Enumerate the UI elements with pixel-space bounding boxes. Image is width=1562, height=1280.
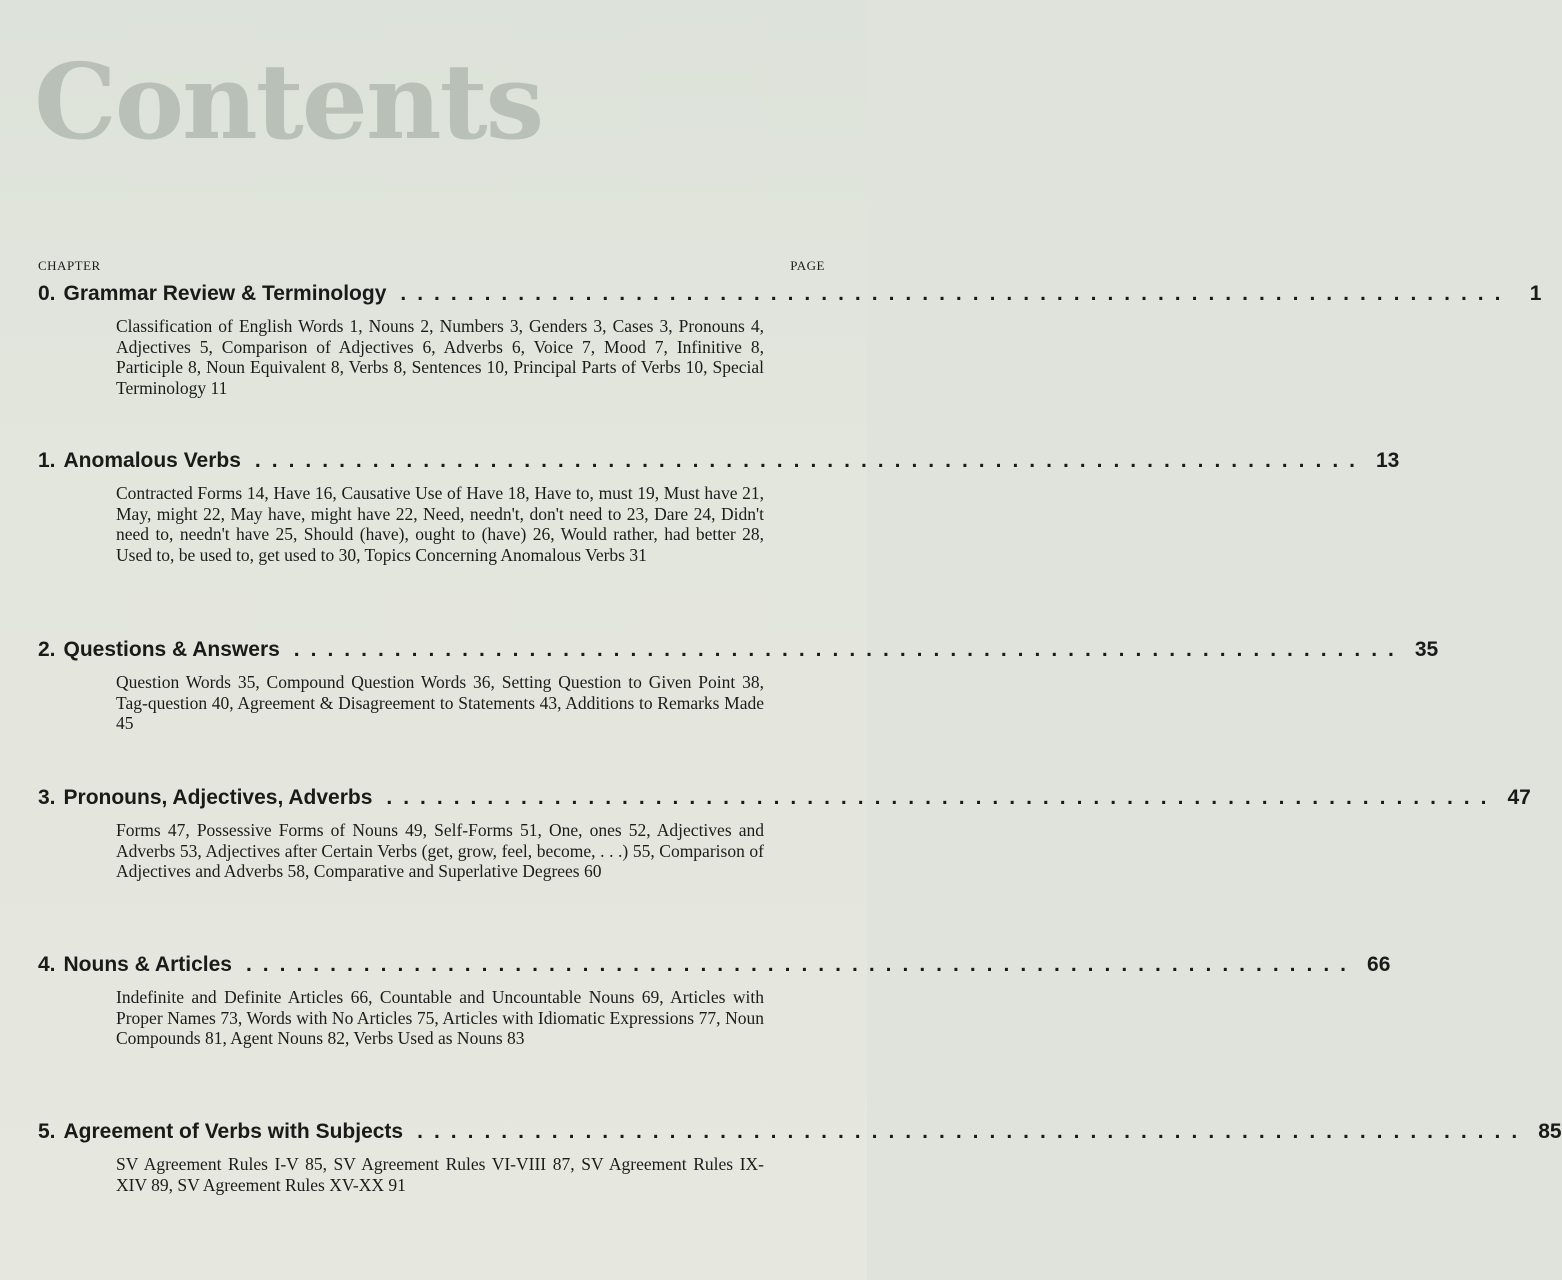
page-column-label: PAGE: [790, 258, 825, 273]
chapter-column-label: CHAPTER: [38, 258, 101, 273]
chapter-page-number[interactable]: 13: [1375, 449, 1400, 472]
chapter-title[interactable]: Questions & Answers: [63, 638, 280, 661]
toc-entry-heading[interactable]: [38, 786, 1531, 810]
chapter-number: 3.: [38, 786, 56, 809]
dot-leader: ..................................................................: [386, 786, 1498, 809]
chapter-number: 2.: [38, 638, 56, 661]
chapter-number: 1.: [38, 449, 56, 472]
toc-entry-3[interactable]: [38, 786, 1531, 882]
chapter-number: 4.: [38, 953, 56, 976]
chapter-page-number[interactable]: 47: [1507, 786, 1531, 809]
chapter-title[interactable]: Agreement of Verbs with Subjects: [63, 1120, 404, 1143]
chapter-title[interactable]: Nouns & Articles: [63, 953, 232, 976]
toc-entry-heading[interactable]: [38, 1120, 1562, 1144]
chapter-number: 0.: [38, 282, 56, 305]
toc-entry-5[interactable]: [38, 1120, 1562, 1195]
toc-entry-heading[interactable]: [38, 449, 1400, 473]
toc-entry-heading[interactable]: [38, 953, 1391, 977]
chapter-topics: Classification of English Words 1, Nouns 2, Numbers 3, Genders 3, Cases 3, Pronouns 4, Adjectives 5, Comparison of Adjectives 6, Adverbs 6, Voice 7, Mood 7, Infinitive 8, Participle 8, Noun Equivalent 8, Verbs 8, Sentences 10, Principal Parts of Verbs 10, Special Terminology 11: [116, 316, 764, 398]
dot-leader: ..................................................................: [400, 282, 1512, 305]
chapter-topics: Contracted Forms 14, Have 16, Causative Use of Have 18, Have to, must 19, Must have 21, May, might 22, May have, might have 22, Need, needn't, don't need to 23, Dare 24, Didn't need to, needn't have 25, Should (have), ought to (have) 26, Would rather, had better 28, Used to, be used to, get used to 30, Topics Concerning Anomalous Verbs 31: [116, 483, 764, 565]
chapter-title[interactable]: Grammar Review & Terminology: [63, 282, 387, 305]
dot-leader: ..................................................................: [254, 449, 1366, 472]
chapter-topics: Forms 47, Possessive Forms of Nouns 49, Self-Forms 51, One, ones 52, Adjectives and Adverbs 53, Adjectives after Certain Verbs (get, grow, feel, become, . . .) 55, Comparison of Adjectives and Adverbs 58, Comparative and Superlative Degrees 60: [116, 820, 764, 881]
chapter-page-number[interactable]: 35: [1414, 638, 1439, 661]
chapter-title[interactable]: Anomalous Verbs: [63, 449, 241, 472]
toc-entry-1[interactable]: [38, 449, 1400, 565]
dot-leader: ..................................................................: [245, 953, 1358, 976]
toc-entry-0[interactable]: [38, 282, 1542, 398]
chapter-page-number[interactable]: 66: [1367, 953, 1391, 976]
page-title: Contents: [34, 40, 543, 163]
chapter-topics: Indefinite and Definite Articles 66, Countable and Uncountable Nouns 69, Articles with Proper Names 73, Words with No Articles 75, Articles with Idiomatic Expressions 77, Noun Compounds 81, Agent Nouns 82, Verbs Used as Nouns 83: [116, 987, 764, 1048]
toc-entry-4[interactable]: [38, 953, 1391, 1049]
chapter-number: 5.: [38, 1120, 56, 1143]
dot-leader: ..................................................................: [293, 638, 1405, 661]
chapter-topics: Question Words 35, Compound Question Words 36, Setting Question to Given Point 38, Tag-question 40, Agreement & Disagreement to Statements 43, Additions to Remarks Made 45: [116, 672, 764, 733]
chapter-page-number[interactable]: 85: [1538, 1120, 1562, 1143]
toc-entry-heading[interactable]: [38, 282, 1542, 306]
dot-leader: ..................................................................: [417, 1120, 1529, 1143]
chapter-title[interactable]: Pronouns, Adjectives, Adverbs: [63, 786, 373, 809]
toc-entry-heading[interactable]: [38, 638, 1439, 662]
chapter-page-number[interactable]: 1: [1529, 282, 1542, 305]
toc-entry-2[interactable]: [38, 638, 1439, 734]
chapter-topics: SV Agreement Rules I-V 85, SV Agreement Rules VI-VIII 87, SV Agreement Rules IX-XIV 89, SV Agreement Rules XV-XX 91: [116, 1154, 764, 1195]
